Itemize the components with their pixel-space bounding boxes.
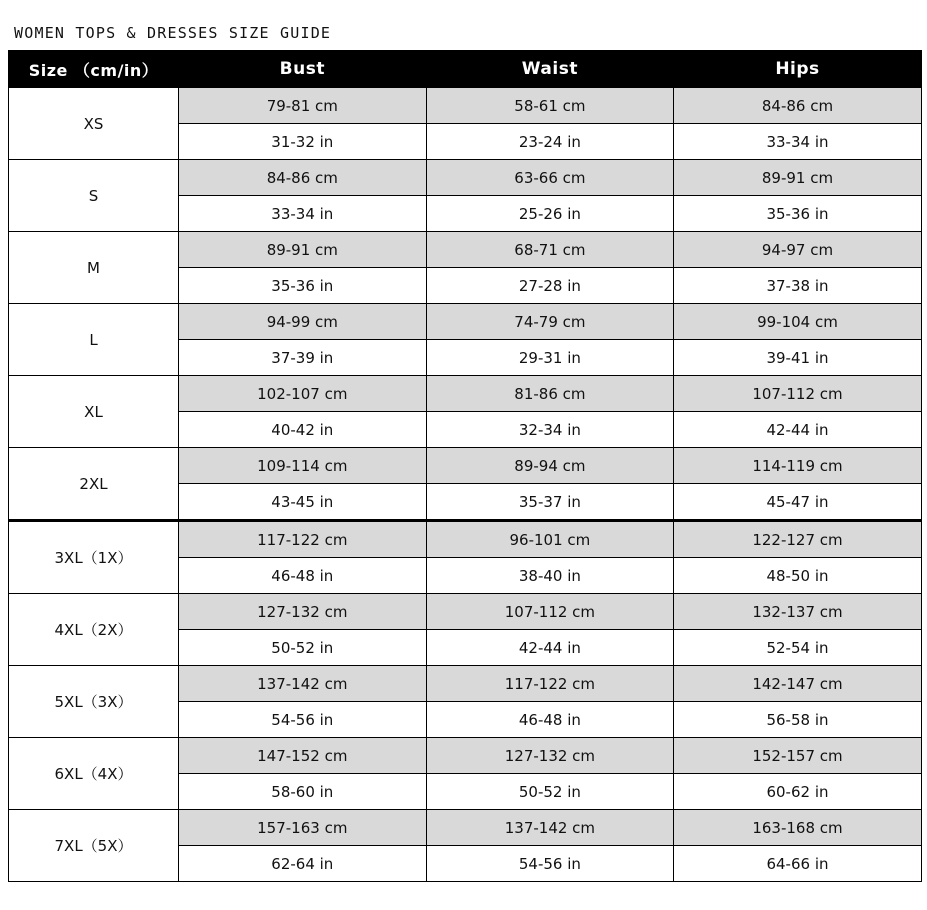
cell-bust-cm: 79-81 cm bbox=[179, 88, 427, 124]
cell-waist-in: 32-34 in bbox=[426, 412, 674, 448]
cell-waist-cm: 96-101 cm bbox=[426, 521, 674, 558]
size-label-4xl: 4XL（2X） bbox=[9, 594, 179, 666]
size-label-7xl: 7XL（5X） bbox=[9, 810, 179, 882]
cell-hips-in: 48-50 in bbox=[674, 558, 922, 594]
table-header-row bbox=[9, 51, 922, 88]
cell-hips-in: 39-41 in bbox=[674, 340, 922, 376]
cell-hips-cm: 122-127 cm bbox=[674, 521, 922, 558]
cell-waist-in: 46-48 in bbox=[426, 702, 674, 738]
size-label-l: L bbox=[9, 304, 179, 376]
cell-hips-cm: 107-112 cm bbox=[674, 376, 922, 412]
cell-waist-in: 23-24 in bbox=[426, 124, 674, 160]
cell-hips-cm: 84-86 cm bbox=[674, 88, 922, 124]
cell-hips-cm: 152-157 cm bbox=[674, 738, 922, 774]
cell-waist-cm: 107-112 cm bbox=[426, 594, 674, 630]
column-header-bust: Bust bbox=[179, 51, 427, 88]
cell-bust-in: 50-52 in bbox=[179, 630, 427, 666]
cell-bust-cm: 109-114 cm bbox=[179, 448, 427, 484]
cell-hips-in: 52-54 in bbox=[674, 630, 922, 666]
cell-bust-cm: 117-122 cm bbox=[179, 521, 427, 558]
table-row bbox=[9, 521, 922, 558]
size-label-5xl: 5XL（3X） bbox=[9, 666, 179, 738]
column-header-waist: Waist bbox=[426, 51, 674, 88]
cell-hips-cm: 99-104 cm bbox=[674, 304, 922, 340]
cell-waist-in: 35-37 in bbox=[426, 484, 674, 521]
table-row bbox=[9, 232, 922, 268]
cell-waist-in: 38-40 in bbox=[426, 558, 674, 594]
cell-hips-cm: 142-147 cm bbox=[674, 666, 922, 702]
cell-waist-in: 54-56 in bbox=[426, 846, 674, 882]
cell-bust-in: 62-64 in bbox=[179, 846, 427, 882]
cell-waist-cm: 63-66 cm bbox=[426, 160, 674, 196]
size-label-s: S bbox=[9, 160, 179, 232]
table-row bbox=[9, 448, 922, 484]
cell-bust-in: 58-60 in bbox=[179, 774, 427, 810]
standard-sizes-group bbox=[9, 88, 922, 521]
cell-hips-in: 56-58 in bbox=[674, 702, 922, 738]
cell-waist-in: 27-28 in bbox=[426, 268, 674, 304]
cell-bust-cm: 147-152 cm bbox=[179, 738, 427, 774]
cell-hips-cm: 114-119 cm bbox=[674, 448, 922, 484]
cell-bust-cm: 137-142 cm bbox=[179, 666, 427, 702]
bottom-spacer bbox=[0, 882, 927, 910]
cell-bust-in: 35-36 in bbox=[179, 268, 427, 304]
size-label-m: M bbox=[9, 232, 179, 304]
cell-waist-in: 42-44 in bbox=[426, 630, 674, 666]
table-row bbox=[9, 88, 922, 124]
column-header-hips: Hips bbox=[674, 51, 922, 88]
cell-hips-in: 42-44 in bbox=[674, 412, 922, 448]
size-label-2xl: 2XL bbox=[9, 448, 179, 521]
cell-bust-in: 43-45 in bbox=[179, 484, 427, 521]
cell-hips-in: 33-34 in bbox=[674, 124, 922, 160]
cell-waist-in: 25-26 in bbox=[426, 196, 674, 232]
cell-hips-in: 35-36 in bbox=[674, 196, 922, 232]
cell-hips-cm: 163-168 cm bbox=[674, 810, 922, 846]
cell-bust-cm: 102-107 cm bbox=[179, 376, 427, 412]
cell-waist-cm: 89-94 cm bbox=[426, 448, 674, 484]
column-header-size: Size （cm/in） bbox=[9, 51, 179, 88]
plus-sizes-group bbox=[9, 521, 922, 882]
size-label-xl: XL bbox=[9, 376, 179, 448]
cell-bust-in: 37-39 in bbox=[179, 340, 427, 376]
page-title: WOMEN TOPS & DRESSES SIZE GUIDE bbox=[14, 24, 332, 42]
cell-waist-cm: 117-122 cm bbox=[426, 666, 674, 702]
cell-hips-in: 37-38 in bbox=[674, 268, 922, 304]
cell-hips-cm: 132-137 cm bbox=[674, 594, 922, 630]
cell-waist-cm: 137-142 cm bbox=[426, 810, 674, 846]
table-row bbox=[9, 666, 922, 702]
cell-bust-in: 54-56 in bbox=[179, 702, 427, 738]
cell-bust-cm: 127-132 cm bbox=[179, 594, 427, 630]
cell-bust-in: 46-48 in bbox=[179, 558, 427, 594]
cell-hips-in: 45-47 in bbox=[674, 484, 922, 521]
cell-bust-in: 33-34 in bbox=[179, 196, 427, 232]
cell-hips-cm: 89-91 cm bbox=[674, 160, 922, 196]
cell-hips-in: 60-62 in bbox=[674, 774, 922, 810]
cell-bust-cm: 157-163 cm bbox=[179, 810, 427, 846]
table-row bbox=[9, 304, 922, 340]
size-label-xs: XS bbox=[9, 88, 179, 160]
size-label-3xl: 3XL（1X） bbox=[9, 521, 179, 594]
cell-bust-in: 40-42 in bbox=[179, 412, 427, 448]
cell-bust-in: 31-32 in bbox=[179, 124, 427, 160]
table-row bbox=[9, 594, 922, 630]
cell-waist-in: 29-31 in bbox=[426, 340, 674, 376]
table-row bbox=[9, 738, 922, 774]
size-chart-table bbox=[8, 50, 922, 882]
table-header bbox=[9, 51, 922, 88]
cell-waist-in: 50-52 in bbox=[426, 774, 674, 810]
table-row bbox=[9, 376, 922, 412]
table-row bbox=[9, 160, 922, 196]
cell-waist-cm: 58-61 cm bbox=[426, 88, 674, 124]
cell-waist-cm: 127-132 cm bbox=[426, 738, 674, 774]
cell-hips-cm: 94-97 cm bbox=[674, 232, 922, 268]
cell-bust-cm: 94-99 cm bbox=[179, 304, 427, 340]
table-row bbox=[9, 810, 922, 846]
cell-bust-cm: 89-91 cm bbox=[179, 232, 427, 268]
size-label-6xl: 6XL（4X） bbox=[9, 738, 179, 810]
cell-waist-cm: 68-71 cm bbox=[426, 232, 674, 268]
cell-waist-cm: 74-79 cm bbox=[426, 304, 674, 340]
cell-waist-cm: 81-86 cm bbox=[426, 376, 674, 412]
cell-hips-in: 64-66 in bbox=[674, 846, 922, 882]
cell-bust-cm: 84-86 cm bbox=[179, 160, 427, 196]
